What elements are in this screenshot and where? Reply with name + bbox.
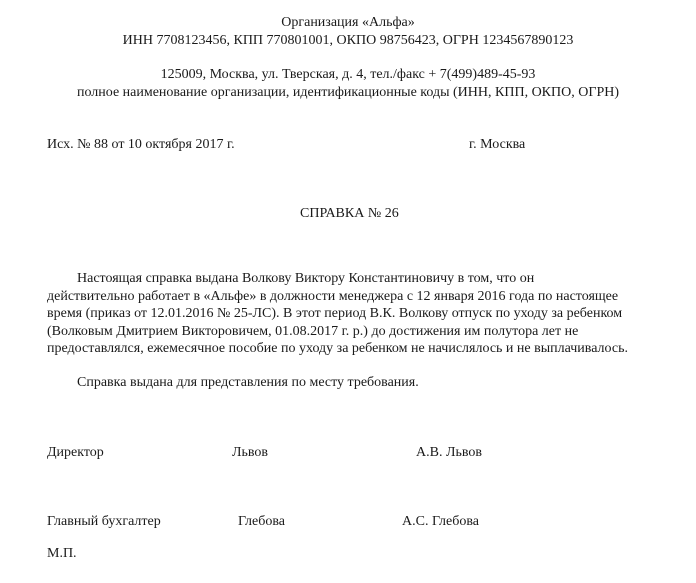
director-name: А.В. Львов [416,445,482,460]
director-signature: Львов [232,445,269,460]
body-line: действительно работает в «Альфе» в должности менеджера с 12 января 2016 года по настоящее [47,288,619,304]
stamp-place: М.П. [47,546,77,561]
org-name: Организация «Альфа» [281,15,415,30]
document-title: СПРАВКА № 26 [300,206,399,221]
body-line: (Волковым Дмитрием Викторовичем, 01.08.2017 г. р.) до достижения им полутора лет не [47,323,579,339]
accountant-name: А.С. Глебова [402,514,479,529]
director-position: Директор [47,445,104,460]
body-paragraph [47,270,687,358]
body-line: Настоящая справка выдана Волкову Виктору Константиновичу в том, что он [77,271,535,286]
accountant-signature: Глебова [238,514,286,529]
outgoing-number: Исх. № 88 от 10 октября 2017 г. [47,137,235,152]
body-line: предоставлялся, ежемесячное пособие по уходу за ребенком не начислялось и не выплачивалось. [47,341,628,356]
accountant-position: Главный бухгалтер [47,514,161,529]
body-line: время (приказ от 12.01.2016 № 25-ЛС). В этот период В.К. Волкову отпуск по уходу за ребенком [47,306,623,321]
purpose-line: Справка выдана для представления по месту требования. [77,375,419,390]
org-address: 125009, Москва, ул. Тверская, д. 4, тел./факс + 7(499)489-45-93 [160,67,536,82]
document-city: г. Москва [469,137,526,152]
org-codes: ИНН 7708123456, КПП 770801001, ОКПО 98756423, ОГРН 1234567890123 [122,33,574,48]
org-caption: полное наименование организации, идентификационные коды (ИНН, КПП, ОКПО, ОГРН) [76,85,620,100]
